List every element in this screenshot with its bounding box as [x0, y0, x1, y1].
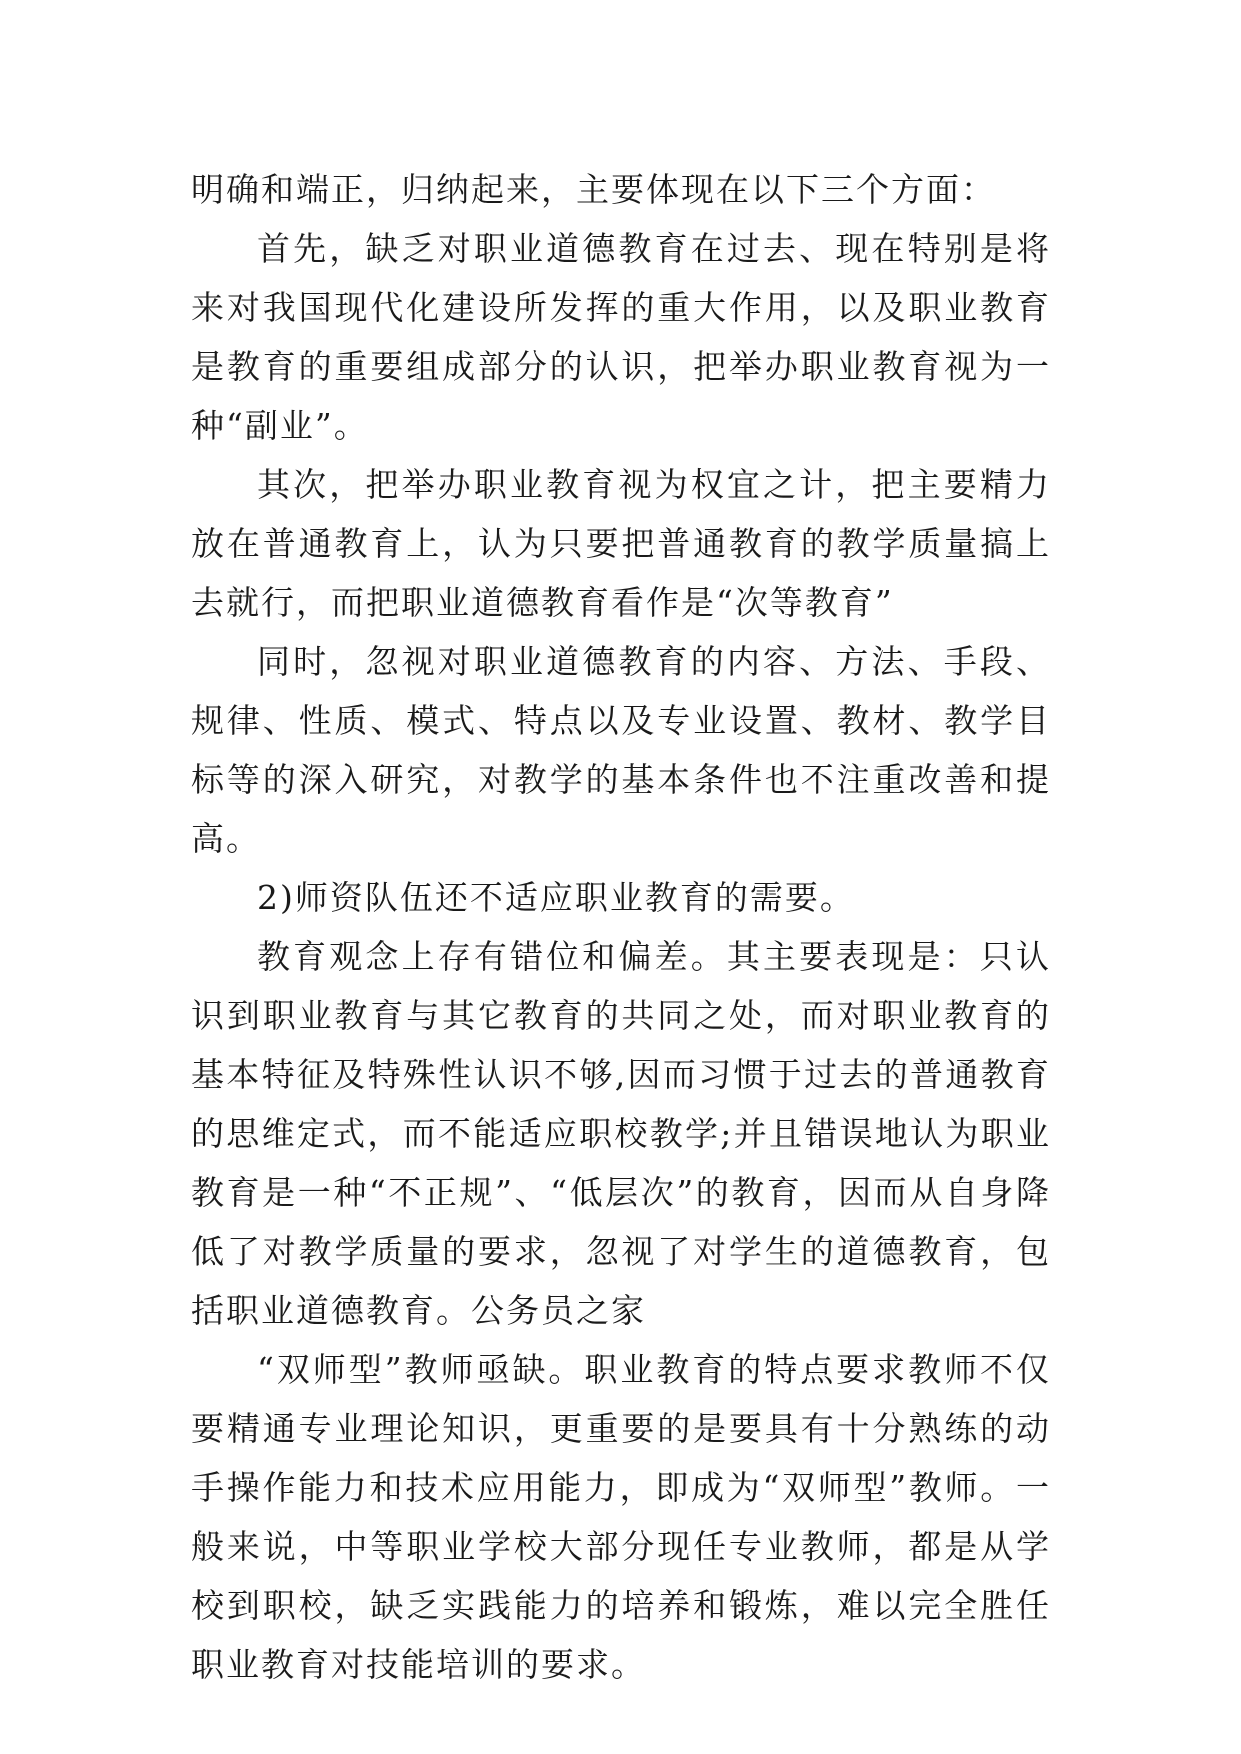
- paragraph-third-point: 同时，忽视对职业道德教育的内容、方法、手段、规律、性质、模式、特点以及专业设置、教材、教学目标等的深入研究，对教学的基本条件也不注重改善和提高。: [191, 642, 1051, 858]
- paragraph-first-point: 首先，缺乏对职业道德教育在过去、现在特别是将来对我国现代化建设所发挥的重大作用，以及职业教育是教育的重要组成部分的认识，把举办职业教育视为一种“副业”。: [191, 229, 1051, 445]
- section-heading-teachers: 2)师资队伍还不适应职业教育的需要。: [257, 878, 855, 917]
- paragraph-education-concept: 教育观念上存有错位和偏差。其主要表现是：只认识到职业教育与其它教育的共同之处，而对职业教育的基本特征及特殊性认识不够,因而习惯于过去的普通教育的思维定式，而不能适应职校教学;并且错误地认为职业教育是一种“不正规”、“低层次”的教育，因而从自身降低了对教学质量的要求，忽视了对学生的道德教育，包括职业道德教育。公务员之家: [191, 937, 1051, 1330]
- paragraph-dual-teacher: “双师型”教师亟缺。职业教育的特点要求教师不仅要精通专业理论知识，更重要的是要具有十分熟练的动手操作能力和技术应用能力，即成为“双师型”教师。一般来说，中等职业学校大部分现任专业教师，都是从学校到职校，缺乏实践能力的培养和锻炼，难以完全胜任职业教育对技能培训的要求。: [191, 1350, 1051, 1684]
- paragraph-continuation: 明确和端正，归纳起来，主要体现在以下三个方面：: [191, 170, 996, 209]
- document-body: [191, 160, 1051, 1694]
- paragraph-second-point: 其次，把举办职业教育视为权宜之计，把主要精力放在普通教育上，认为只要把普通教育的教学质量搞上去就行，而把职业道德教育看作是“次等教育”: [191, 465, 1051, 622]
